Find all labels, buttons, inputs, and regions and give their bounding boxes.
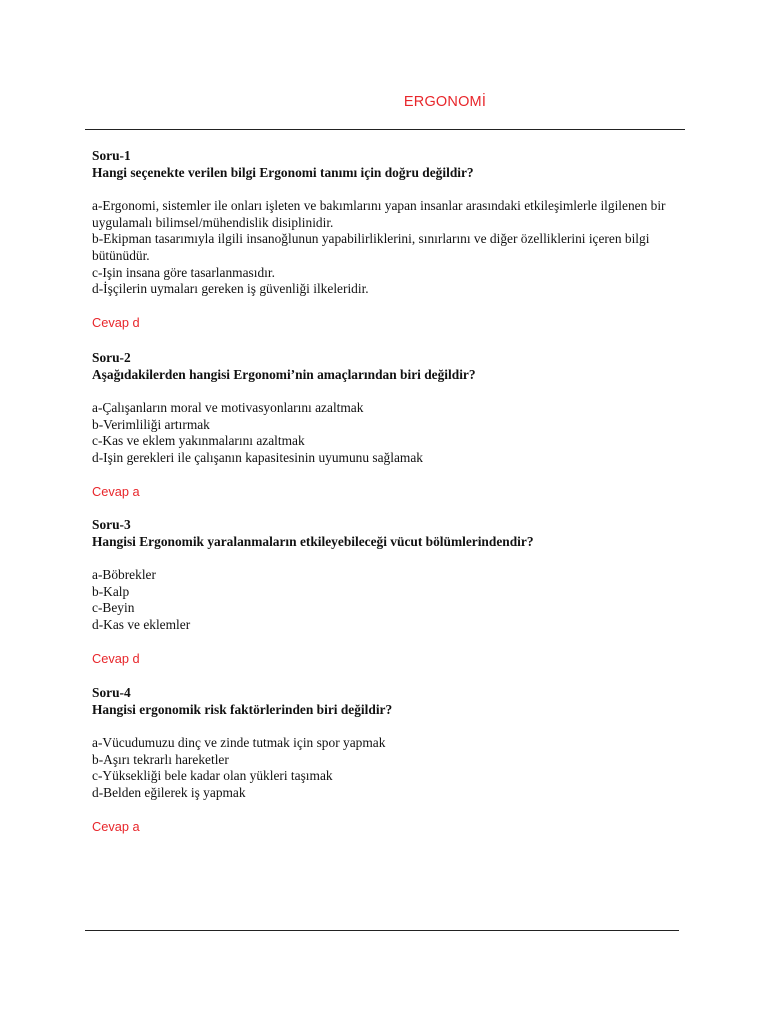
question-text: Hangisi Ergonomik yaralanmaların etkileyebileceği vücut bölümlerindendir?	[92, 533, 534, 549]
question-block	[92, 517, 692, 667]
answer-text: Cevap d	[92, 314, 140, 330]
question-block	[92, 148, 692, 331]
options-list	[92, 735, 692, 801]
question-block	[92, 350, 692, 500]
option-b: b-Ekipman tasarımıyla ilgili insanoğlunun yapabilirliklerini, sınırlarını ve diğer özelliklerini içeren bilgi bütünüdür.	[92, 231, 650, 263]
option-d: d-Işin gerekleri ile çalışanın kapasitesinin uyumunu sağlamak	[92, 449, 423, 465]
option-d: d-Belden eğilerek iş yapmak	[92, 784, 246, 800]
question-label: Soru-3	[92, 517, 131, 532]
option-c: c-Beyin	[92, 600, 135, 616]
answer-text: Cevap a	[92, 483, 140, 499]
answer-text: Cevap a	[92, 818, 140, 834]
options-list	[92, 400, 692, 466]
option-a: a-Vücudumuzu dinç ve zinde tutmak için spor yapmak	[92, 735, 386, 751]
question-label: Soru-4	[92, 685, 131, 700]
options-list	[92, 198, 692, 298]
option-c: c-Yüksekliği bele kadar olan yükleri taşımak	[92, 768, 333, 784]
question-block	[92, 685, 692, 835]
answer-text: Cevap d	[92, 650, 140, 666]
option-b: b-Aşırı tekrarlı hareketler	[92, 751, 229, 767]
question-label: Soru-2	[92, 350, 131, 365]
question-text: Aşağıdakilerden hangisi Ergonomi’nin amaçlarından biri değildir?	[92, 366, 476, 382]
top-divider	[85, 129, 685, 130]
question-text: Hangi seçenekte verilen bilgi Ergonomi tanımı için doğru değildir?	[92, 164, 474, 180]
option-b: b-Kalp	[92, 583, 130, 599]
question-label: Soru-1	[92, 148, 131, 163]
option-d: d-İşçilerin uymaları gereken iş güvenliği ilkeleridir.	[92, 281, 369, 297]
document-title: ERGONOMİ	[403, 94, 487, 110]
option-b: b-Verimliliği artırmak	[92, 416, 210, 432]
bottom-divider	[85, 930, 679, 931]
option-c: c-Işin insana göre tasarlanmasıdır.	[92, 264, 275, 280]
question-text: Hangisi ergonomik risk faktörlerinden biri değildir?	[92, 701, 393, 717]
option-d: d-Kas ve eklemler	[92, 616, 191, 632]
option-a: a-Çalışanların moral ve motivasyonlarını azaltmak	[92, 400, 364, 416]
option-a: a-Ergonomi, sistemler ile onları işleten ve bakımlarını yapan insanlar arasındaki etkileşimlerle ilgilenen bir uygulamalı bilimsel/mühendislik disiplinidir.	[92, 198, 666, 230]
options-list	[92, 567, 692, 633]
option-c: c-Kas ve eklem yakınmalarını azaltmak	[92, 433, 305, 449]
option-a: a-Böbrekler	[92, 567, 156, 583]
